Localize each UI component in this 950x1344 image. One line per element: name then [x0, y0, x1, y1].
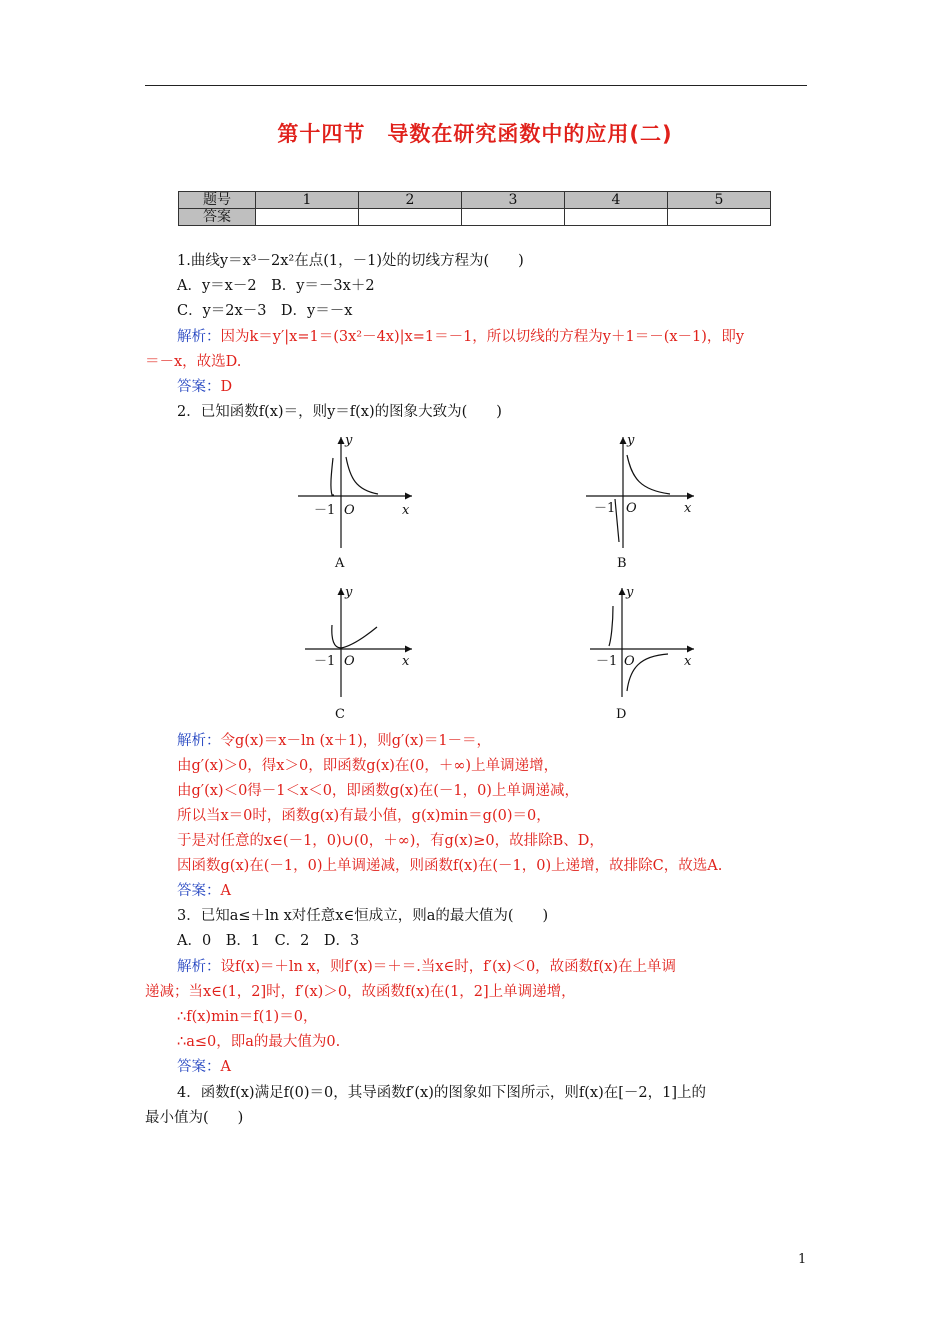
graph-option-label: B [617, 556, 627, 571]
tick-label: －1 [596, 654, 618, 669]
q2-answer: A [220, 883, 231, 899]
q1-answer: D [220, 379, 233, 395]
y-axis-label: y [345, 433, 353, 448]
answer-label: 答案： [177, 1059, 221, 1075]
answer-cell [565, 209, 668, 226]
solution-label: 解析： [177, 733, 221, 749]
graph-b [586, 437, 694, 548]
origin-label: O [344, 503, 355, 518]
solution-label: 解析： [177, 959, 221, 975]
origin-label: O [624, 654, 635, 669]
origin-label: O [344, 654, 355, 669]
q3-solution-line-2: 递减；当x∈(1，2]时，f′(x)＞0，故函数f(x)在(1，2]上单调递增， [145, 984, 576, 1000]
q2-solution-line [177, 731, 491, 751]
question-number-cell: 3 [462, 192, 565, 209]
q2-solution-line-5: 于是对任意的x∈(－1，0)∪(0，＋∞)，有g(x)≥0，故排除B、D， [177, 833, 604, 849]
x-axis-label: x [684, 654, 692, 669]
q3-options: A．0 B．1 C．2 D．3 [177, 933, 360, 949]
answer-table-answer-row [179, 209, 771, 226]
q2-stem: 2．已知函数f(x)＝，则y＝f(x)的图象大致为( ) [177, 404, 502, 420]
q3-solution-line-4: ∴a≤0，即a的最大值为0. [177, 1034, 341, 1050]
answer-cell [462, 209, 565, 226]
q1-stem: 1.曲线y＝x³－2x²在点(1，－1)处的切线方程为( ) [177, 253, 524, 269]
answer-cell [668, 209, 771, 226]
q1-solution-line [177, 327, 744, 347]
x-axis-label: x [402, 503, 410, 518]
tick-label: －1 [594, 501, 616, 516]
header-rule [145, 85, 807, 86]
question-number-cell: 1 [256, 192, 359, 209]
answer-cell [359, 209, 462, 226]
q2-solution-line-2: 由g′(x)＞0，得x＞0，即函数g(x)在(0，＋∞)上单调递增， [177, 758, 559, 774]
answer-table-header-row [179, 192, 771, 209]
q1-answer-line [177, 377, 232, 397]
origin-label: O [626, 501, 637, 516]
question-number-cell: 2 [359, 192, 462, 209]
graph-a [298, 437, 412, 548]
answer-label: 答案： [177, 883, 221, 899]
q2-solution-line-4: 所以当x＝0时，函数g(x)有最小值，g(x)min＝g(0)＝0， [177, 808, 551, 824]
q2-solution-line-6: 因函数g(x)在(－1，0)上单调递减，则函数f(x)在(－1，0)上递增，故排除C，故选A. [177, 858, 723, 874]
q2-solution-line-3: 由g′(x)＜0得－1＜x＜0，即函数g(x)在(－1，0)上单调递减， [177, 783, 579, 799]
answer-label-cell: 答案 [179, 209, 256, 226]
q2-answer-line [177, 881, 231, 901]
graph-c [305, 588, 412, 697]
q2-solution-text: 令g(x)＝x－ln (x＋1)，则g′(x)＝1－＝， [220, 733, 492, 749]
q3-stem: 3．已知a≤＋ln x对任意x∈恒成立，则a的最大值为( ) [177, 908, 549, 924]
q1-options-ab: A．y＝x－2 B．y＝－3x＋2 [177, 278, 375, 294]
q1-options-cd: C．y＝2x－3 D．y＝－x [177, 303, 353, 319]
q3-solution-line-3: ∴f(x)min＝f(1)＝0， [177, 1009, 318, 1025]
question-number-cell: 5 [668, 192, 771, 209]
tick-label: －1 [314, 654, 336, 669]
q1-solution-cont: ＝－x，故选D. [145, 354, 242, 370]
q4-stem: 4．函数f(x)满足f(0)＝0，其导函数f′(x)的图象如下图所示，则f(x)在[－2，1]上的 [177, 1085, 706, 1101]
y-axis-label: y [627, 433, 635, 448]
y-axis-label: y [626, 585, 634, 600]
page-number: 1 [798, 1252, 807, 1267]
q4-stem-cont: 最小值为( ) [145, 1110, 244, 1126]
solution-label: 解析： [177, 329, 221, 345]
tick-label: －1 [314, 503, 336, 518]
answer-label: 答案： [177, 379, 221, 395]
q3-answer: A [220, 1059, 231, 1075]
x-axis-label: x [684, 501, 692, 516]
graph-option-label: A [335, 556, 345, 571]
page-title: 第十四节 导数在研究函数中的应用(二) [277, 122, 673, 146]
q3-solution-text: 设f(x)＝＋ln x，则f′(x)＝＋＝.当x∈时，f′(x)＜0，故函数f(x)在上单调 [220, 959, 677, 975]
header-label-cell: 题号 [179, 192, 256, 209]
q1-solution-text: 因为k＝y′|x=1＝(3x²－4x)|x=1＝－1，所以切线的方程为y＋1＝－(x－1)，即y [220, 329, 745, 345]
q3-solution-line [177, 957, 676, 977]
q3-answer-line [177, 1057, 231, 1077]
graph-d [590, 588, 694, 697]
answer-table [178, 191, 771, 226]
q2-graph-options [0, 425, 950, 725]
answer-cell [256, 209, 359, 226]
question-number-cell: 4 [565, 192, 668, 209]
graph-option-label: C [335, 707, 345, 722]
x-axis-label: x [402, 654, 410, 669]
y-axis-label: y [345, 585, 353, 600]
graph-option-label: D [616, 707, 627, 722]
